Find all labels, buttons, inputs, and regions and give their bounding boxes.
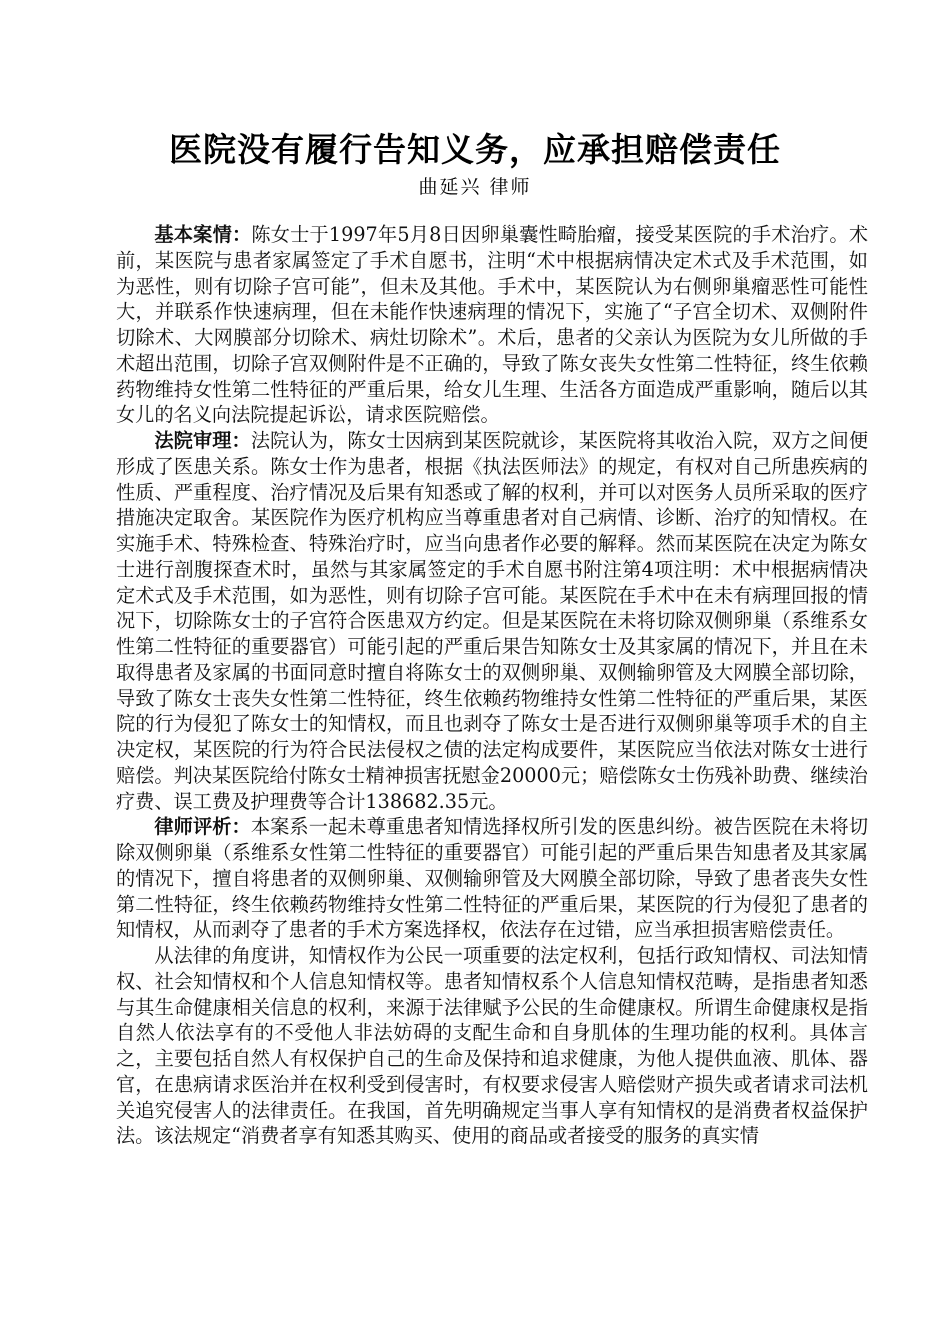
- document-title: 医院没有履行告知义务，应承担赔偿责任: [169, 130, 781, 169]
- paragraph-lead: 法院审理：: [154, 429, 251, 452]
- paragraph-lawyer-analysis: [116, 814, 868, 943]
- paragraph-lead: 律师评析：: [154, 815, 251, 839]
- paragraph-text: 本案系一起未尊重患者知情选择权所引发的医患纠纷。被告医院在未将切除双侧卵巢（系维系女性第二性特征的重要器官）可能引起的严重后果告知患者及其家属的情况下，擅自将患者的双侧卵巢、双侧输卵管及大网膜全部切除，导致了患者丧失女性第二性特征，终生依赖药物维持女性第二性特征的严重后果，某医院的行为侵犯了患者的知情权，从而剥夺了患者的手术方案选择权，依法存在过错，应当承担损害赔偿责任。: [116, 815, 869, 942]
- paragraph-lead: 基本案情：: [154, 223, 252, 246]
- paragraph-legal-perspective: [116, 943, 868, 1149]
- document-body: [116, 222, 868, 1149]
- paragraph-basic-facts: [116, 222, 868, 428]
- paragraph-text: 陈女士于1997年5月8日因卵巢囊性畸胎瘤，接受某医院的手术治疗。术前，某医院与患者家属签定了手术自愿书，注明“术中根据病情决定术式及手术范围，如为恶性，则有切除子宫可能”，但未及其他。手术中，某医院认为右侧卵巢瘤恶性可能性大，并联系作快速病理，但在未能作快速病理的情况下，实施了“子宫全切术、双侧附件切除术、大网膜部分切除术、病灶切除术”。术后，患者的父亲认为医院为女儿所做的手术超出范围，切除子宫双侧附件是不正确的，导致了陈女丧失女性第二性特征，终生依赖药物维持女性第二性特征的严重后果，给女儿生理、生活各方面造成严重影响，随后以其女儿的名义向法院提起诉讼，请求医院赔偿。: [116, 223, 869, 427]
- paragraph-court-trial: [116, 428, 868, 814]
- paragraph-text: 法院认为，陈女士因病到某医院就诊，某医院将其收治入院，双方之间便形成了医患关系。陈女士作为患者，根据《执法医师法》的规定，有权对自己所患疾病的性质、严重程度、治疗情况及后果有知悉或了解的权利，并可以对医务人员所采取的医疗措施决定取舍。某医院作为医疗机构应当尊重患者对自己病情、诊断、治疗的知情权。在实施手术、特殊检查、特殊治疗时，应当向患者作必要的解释。然而某医院在决定为陈女士进行剖腹探查术时，虽然与其家属签定的手术自愿书附注第4项注明：术中根据病情决定术式及手术范围，如为恶性，则有切除子宫可能。某医院在手术中在未有病理回报的情况下，切除陈女士的子宫符合医患双方约定。但是某医院在未将切除双侧卵巢（系维系女性第二性特征的重要器官）可能引起的严重后果告知陈女士及其家属的情况下，并且在未取得患者及家属的书面同意时擅自将陈女士的双侧卵巢、双侧输卵管及大网膜全部切除，导致了陈女士丧失女性第二性特征，终生依赖药物维持女性第二性特征的严重后果，某医院的行为侵犯了陈女士的知情权，而且也剥夺了陈女士是否进行双侧卵巢等项手术的自主决定权，某医院的行为符合民法侵权之债的法定构成要件，某医院应当依法对陈女士进行赔偿。判决某医院给付陈女士精神损害抚慰金20000元；赔偿陈女士伤残补助费、继续治疗费、误工费及护理费等合计138682.35元。: [116, 429, 869, 813]
- document-author: 曲延兴 律师: [418, 176, 532, 198]
- paragraph-text: 从法律的角度讲，知情权作为公民一项重要的法定权利，包括行政知情权、司法知情权、社会知情权和个人信息知情权等。患者知情权系个人信息知情权范畴，是指患者知悉与其生命健康相关信息的权利，来源于法律赋予公民的生命健康权。所谓生命健康权是指自然人依法享有的不受他人非法妨碍的支配生命和自身肌体的生理功能的权利。具体言之，主要包括自然人有权保护自己的生命及保持和追求健康，为他人提供血液、肌体、器官，在患病请求医治并在权利受到侵害时，有权要求侵害人赔偿财产损失或者请求司法机关追究侵害人的法律责任。在我国，首先明确规定当事人享有知情权的是消费者权益保护法。该法规定“消费者享有知悉其购买、使用的商品或者接受的服务的真实情: [116, 944, 868, 1148]
